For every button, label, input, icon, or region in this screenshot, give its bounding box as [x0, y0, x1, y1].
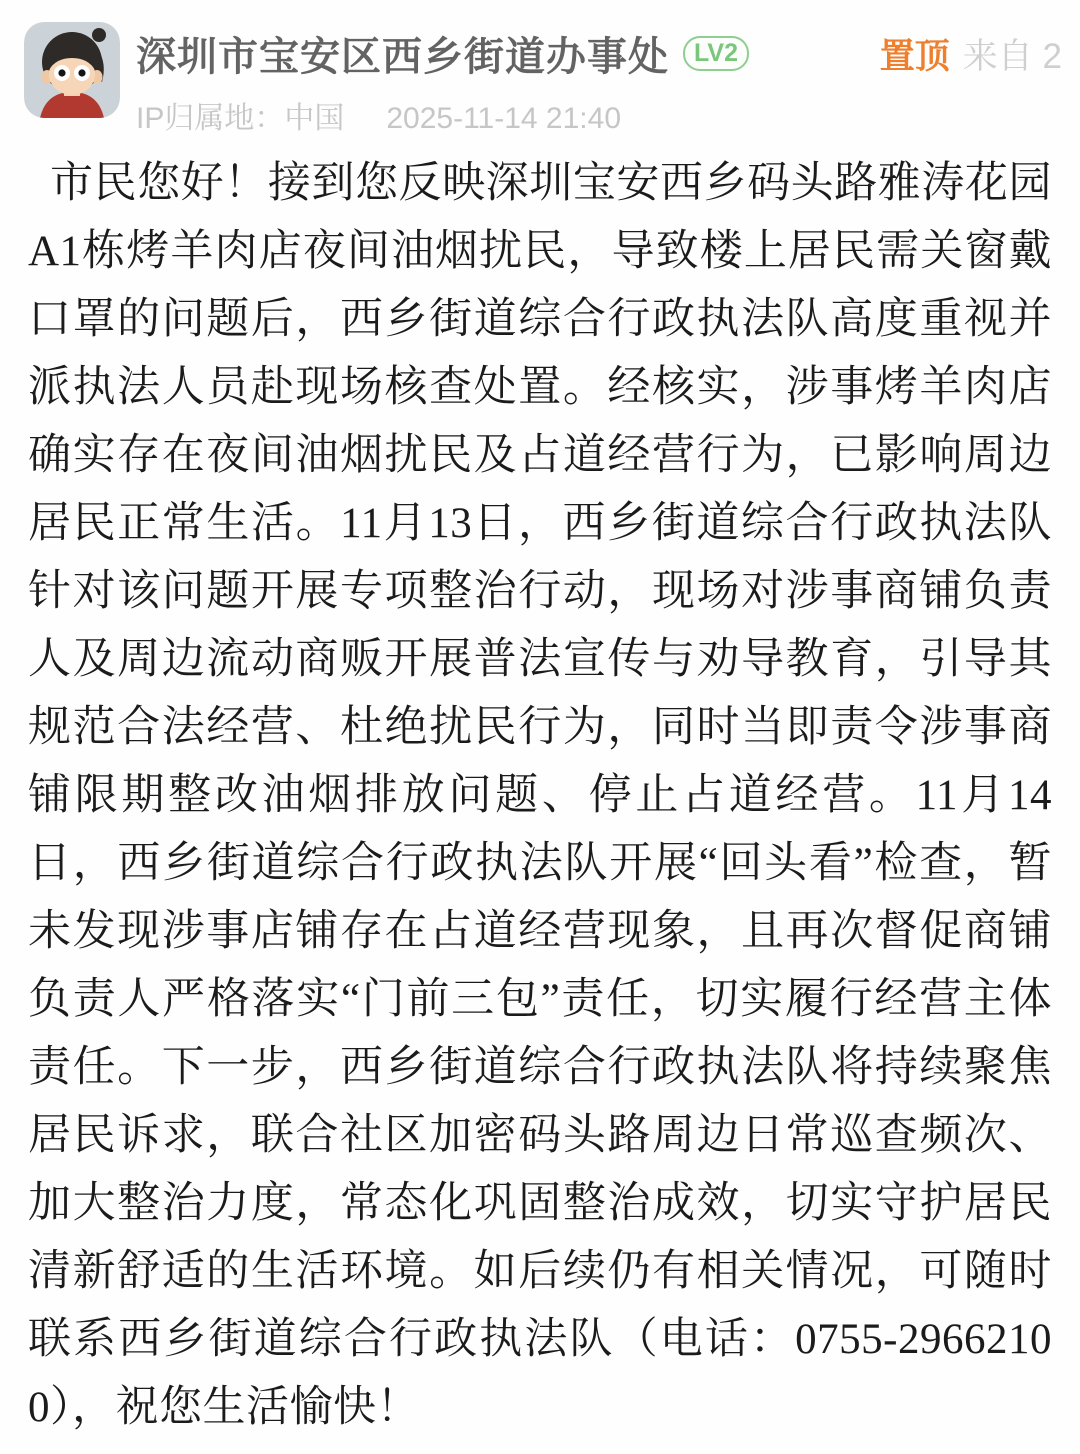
level-badge: LV2: [683, 36, 749, 71]
account-name[interactable]: 深圳市宝安区西乡街道办事处: [136, 35, 669, 79]
timestamp: 2025-11-14 21:40: [386, 102, 621, 135]
ip-location: IP归属地：中国: [136, 102, 345, 135]
pinned-badge: 置顶: [879, 37, 950, 76]
user-avatar[interactable]: [24, 22, 120, 118]
post-header: [0, 0, 1080, 137]
post-source[interactable]: 来自 2: [962, 37, 1062, 76]
header-right: [880, 22, 1062, 79]
meta-row: [136, 93, 880, 137]
header-main: [136, 22, 880, 137]
name-row: [136, 25, 880, 82]
person-avatar-icon: [24, 22, 120, 118]
post-body-text: 市民您好！接到您反映深圳宝安西乡码头路雅涛花园A1栋烤羊肉店夜间油烟扰民，导致楼上居民需关窗戴口罩的问题后，西乡街道综合行政执法队高度重视并派执法人员赴现场核查处置。经核实，涉事烤羊肉店确实存在夜间油烟扰民及占道经营行为，已影响周边居民正常生活。11月13日，西乡街道综合行政执法队针对该问题开展专项整治行动，现场对涉事商铺负责人及周边流动商贩开展普法宣传与劝导教育，引导其规范合法经营、杜绝扰民行为，同时当即责令涉事商铺限期整改油烟排放问题、停止占道经营。11月14日，西乡街道综合行政执法队开展“回头看”检查，暂未发现涉事店铺存在占道经营现象，且再次督促商铺负责人严格落实“门前三包”责任，切实履行经营主体责任。下一步，西乡街道综合行政执法队将持续聚焦居民诉求，联合社区加密码头路周边日常巡查频次、加大整治力度，常态化巩固整治成效，切实守护居民清新舒适的生活环境。如后续仍有相关情况，可随时联系西乡街道综合行政执法队（电话：0755-29662100），祝您生活愉快！: [28, 160, 1052, 1431]
